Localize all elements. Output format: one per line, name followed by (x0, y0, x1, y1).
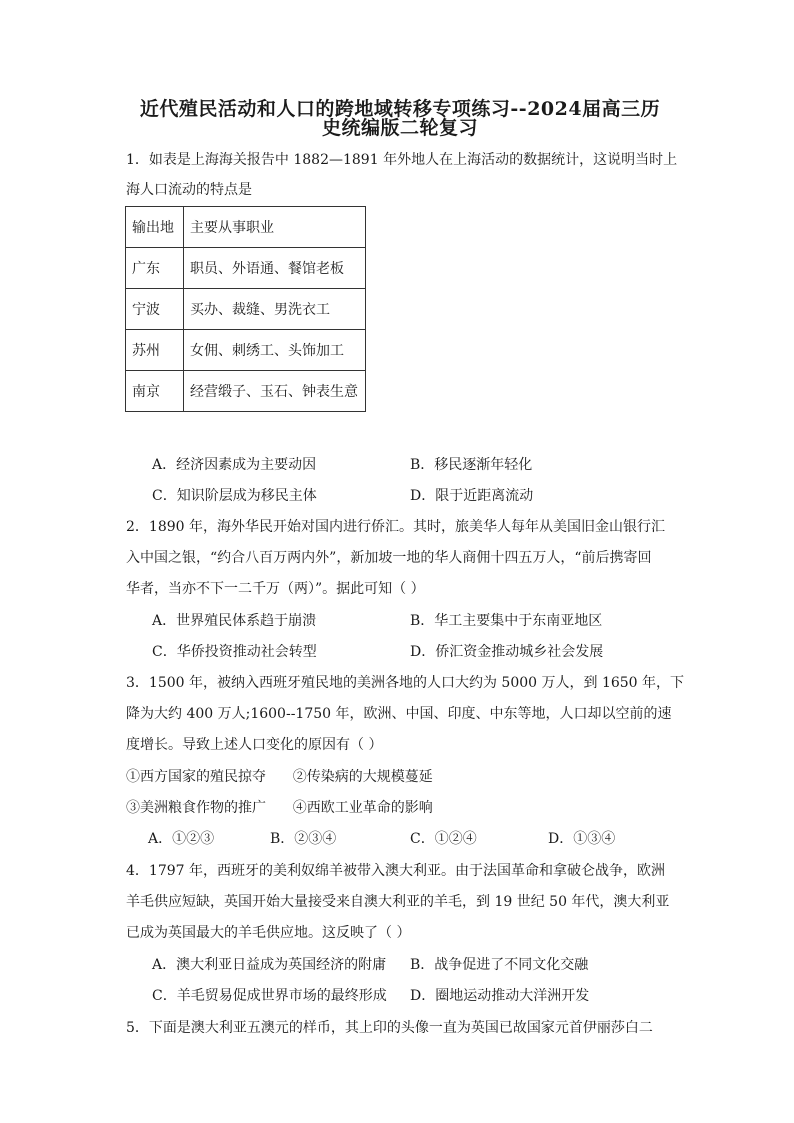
table-header-cell: 输出地 (126, 207, 184, 248)
q2-option-d: D．侨汇资金推动城乡社会发展 (410, 644, 604, 660)
document-title-line-1: 近代殖民活动和人口的跨地域转移专项练习--2024届高三历 (139, 98, 661, 120)
q3-items-line-2: ③美洲粮食作物的推广 ④西欧工业革命的影响 (126, 800, 433, 816)
q5-stem-line-1: 5．下面是澳大利亚五澳元的样币，其上印的头像一直为英国已故国家元首伊丽莎白二 (126, 1020, 653, 1036)
q1-option-d: D．限于近距离流动 (410, 488, 534, 504)
q1-stem-line-1: 1．如表是上海海关报告中 1882—1891 年外地人在上海活动的数据统计，这说明当时上 (126, 152, 678, 168)
table-row (126, 371, 366, 412)
q3-option-a: A．①②③ (148, 831, 215, 847)
table-row (126, 248, 366, 289)
q4-option-d: D．圈地运动推动大洋洲开发 (410, 988, 590, 1004)
q2-stem-line-1: 2．1890 年，海外华民开始对国内进行侨汇。其时，旅美华人每年从美国旧金山银行汇 (126, 519, 665, 535)
q4-stem-line-2: 羊毛供应短缺，英国开始大量接受来自澳大利亚的羊毛，到 19 世纪 50 年代，澳大利亚 (126, 894, 670, 910)
table-row (126, 330, 366, 371)
q3-option-b: B．②③④ (270, 831, 337, 847)
q1-data-table (125, 206, 366, 412)
q2-option-c: C．华侨投资推动社会转型 (152, 644, 317, 660)
q1-option-b: B．移民逐渐年轻化 (410, 457, 533, 473)
q1-stem-line-2: 海人口流动的特点是 (126, 182, 252, 198)
q2-option-a: A．世界殖民体系趋于崩溃 (152, 613, 317, 629)
q1-option-c: C．知识阶层成为移民主体 (152, 488, 317, 504)
q4-stem-line-1: 4．1797 年，西班牙的美利奴绵羊被带入澳大利亚。由于法国革命和拿破仑战争，欧洲 (126, 863, 665, 879)
q2-stem-line-2: 入中国之银，“约合八百万两内外”，新加坡一地的华人商佣十四五万人，“前后携寄回 (126, 550, 652, 566)
q3-stem-line-1: 3．1500 年，被纳入西班牙殖民地的美洲各地的人口大约为 5000 万人，到 1650 年，下 (126, 675, 685, 691)
document-title-line-2: 史统编版二轮复习 (321, 117, 478, 139)
q1-option-a: A．经济因素成为主要动因 (152, 457, 317, 473)
table-row (126, 289, 366, 330)
table-cell: 经营缎子、玉石、钟表生意 (184, 371, 366, 412)
table-cell: 广东 (126, 248, 184, 289)
table-header-row (126, 207, 366, 248)
q4-option-a: A．澳大利亚日益成为英国经济的附庸 (152, 957, 387, 973)
table-cell: 宁波 (126, 289, 184, 330)
table-cell: 苏州 (126, 330, 184, 371)
q4-stem-line-3: 已成为英国最大的羊毛供应地。这反映了（ ） (126, 925, 411, 941)
table-cell: 买办、裁缝、男洗衣工 (184, 289, 366, 330)
q3-option-c: C．①②④ (410, 831, 477, 847)
table-cell: 南京 (126, 371, 184, 412)
table-cell: 女佣、刺绣工、头饰加工 (184, 330, 366, 371)
table-header-cell: 主要从事职业 (184, 207, 366, 248)
q4-option-c: C．羊毛贸易促成世界市场的最终形成 (152, 988, 387, 1004)
q4-option-b: B．战争促进了不同文化交融 (410, 957, 589, 973)
q2-stem-line-3: 华者，当亦不下一二千万（两）”。据此可知（ ） (126, 581, 425, 597)
q3-items-line-1: ①西方国家的殖民掠夺 ②传染病的大规模蔓延 (126, 769, 433, 785)
q3-option-d: D．①③④ (548, 831, 616, 847)
q3-stem-line-3: 度增长。导致上述人口变化的原因有（ ） (126, 737, 383, 753)
q3-stem-line-2: 降为大约 400 万人;1600--1750 年，欧洲、中国、印度、中东等地，人口却以空前的速 (126, 706, 672, 722)
table-cell: 职员、外语通、餐馆老板 (184, 248, 366, 289)
q2-option-b: B．华工主要集中于东南亚地区 (410, 613, 603, 629)
